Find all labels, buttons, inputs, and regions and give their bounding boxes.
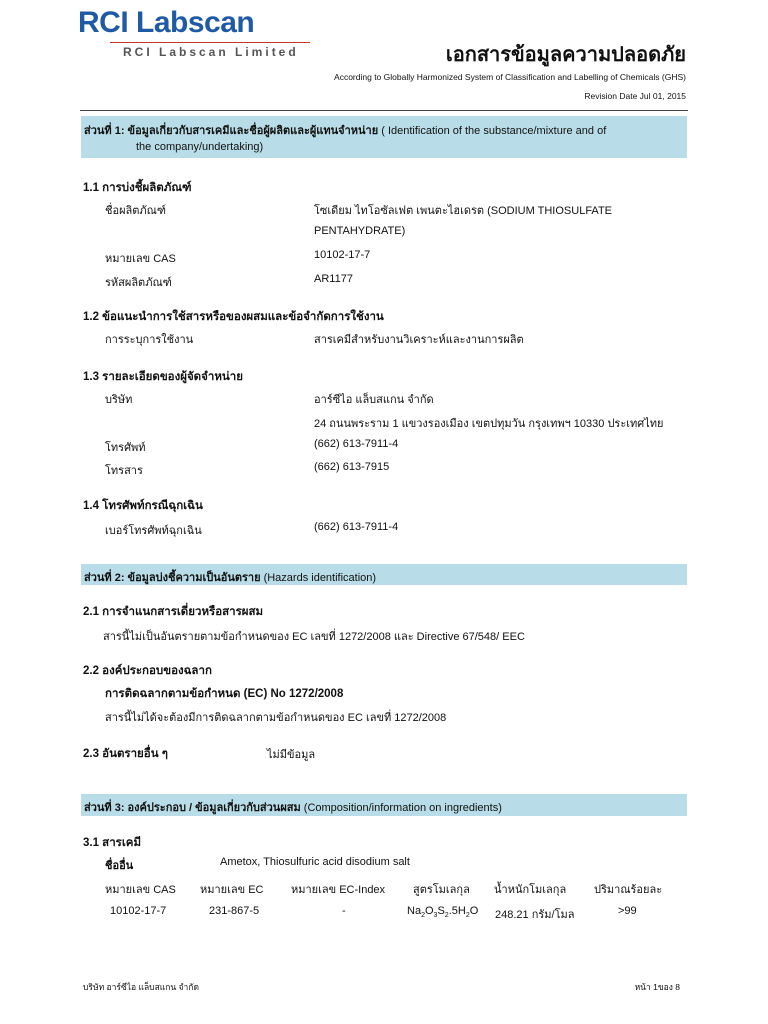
col-cas: หมายเลข CAS [105,884,176,896]
heading-1-1: 1.1 การบ่งชี้ผลิตภัณฑ์ [83,182,192,194]
product-name-label: ชื่อผลิตภัณฑ์ [105,205,166,217]
labelling-subheading: การติดฉลากตามข้อกำหนด (EC) No 1272/2008 [105,688,344,700]
company-logo-subtitle: RCI Labscan Limited [123,45,299,59]
use-value: สารเคมีสำหรับงานวิเคราะห์และงานการผลิต [314,334,524,346]
heading-1-3: 1.3 รายละเอียดของผู้จัดจำหน่าย [83,371,243,383]
company-address: 24 ถนนพระราม 1 แขวงรองเมือง เขตปทุมวัน กรุงเทพฯ 10330 ประเทศไทย [314,418,664,430]
heading-2-3: 2.3 อันตรายอื่น ๆ [83,748,168,760]
emergency-value: (662) 613-7911-4 [314,521,399,533]
product-name-value-2: PENTAHYDRATE) [314,225,406,237]
use-label: การระบุการใช้งาน [105,334,194,346]
header-divider [80,110,688,111]
row-cas: 10102-17-7 [110,905,167,917]
ghs-note: According to Globally Harmonized System of Classification and Labelling of Chemicals (GHS) [334,72,686,82]
section-2-title-en: (Hazards identification) [260,572,377,584]
row-mw: 248.21 กรัม/โมล [495,909,575,921]
heading-2-1: 2.1 การจำแนกสารเดี่ยวหรือสารผสม [83,606,264,618]
footer-page-number: หน้า 1ของ 8 [634,982,680,992]
cas-label: หมายเลข CAS [105,253,176,265]
heading-1-2: 1.2 ข้อแนะนำการใช้สารหรือของผสมและข้อจำกัดการใช้งาน [83,311,384,323]
phone-label: โทรศัพท์ [105,442,146,454]
revision-date: Revision Date Jul 01, 2015 [584,91,686,101]
section-1-header [81,116,687,158]
logo-underline [110,42,310,43]
section-2-title: ส่วนที่ 2: ข้อมูลบ่งชี้ความเป็นอันตราย [84,572,261,584]
heading-2-2: 2.2 องค์ประกอบของฉลาก [83,665,212,677]
heading-1-4: 1.4 โทรศัพท์กรณีฉุกเฉิน [83,500,203,512]
company-value: อาร์ซีไอ แล็บสแกน จำกัด [314,394,434,406]
section-1-title: ส่วนที่ 1: ข้อมูลเกี่ยวกับสารเคมีและชื่อผู้ผลิตและผู้แทนจำหน่าย [84,125,379,137]
section-2-header [81,564,687,585]
row-percent: >99 [618,905,637,917]
classification-text: สารนี้ไม่เป็นอันตรายตามข้อกำหนดของ EC เลขที่ 1272/2008 และ Directive 67/548/ EEC [103,631,525,643]
product-code-value: AR1177 [314,273,353,285]
row-formula: $Na_2O_3S_2.5H_2O$ [407,905,479,920]
phone-value: (662) 613-7911-4 [314,438,399,450]
col-percent: ปริมาณร้อยละ [594,884,663,896]
emergency-label: เบอร์โทรศัพท์ฉุกเฉิน [105,525,202,537]
col-ec: หมายเลข EC [200,884,264,896]
col-mw: น้ำหนักโมเลกุล [494,884,567,896]
company-logo: RCI Labscan [78,6,255,39]
section-3-header [81,794,687,816]
other-names-label: ชื่ออื่น [105,860,134,872]
section-3-title: ส่วนที่ 3: องค์ประกอบ / ข้อมูลเกี่ยวกับส่วนผสม [84,802,301,814]
company-label: บริษัท [105,394,133,406]
footer-company: บริษัท อาร์ซีไอ แล็บสแกน จำกัด [83,982,199,992]
cas-value: 10102-17-7 [314,249,371,261]
other-names-value: Ametox, Thiosulfuric acid disodium salt [220,856,410,868]
document-title: เอกสารข้อมูลความปลอดภัย [445,44,686,66]
row-ec-index: - [342,905,346,917]
fax-value: (662) 613-7915 [314,461,390,473]
col-ec-index: หมายเลข EC-Index [291,884,386,896]
section-1-title-en: ( Identification of the substance/mixture and of [378,125,607,137]
row-ec: 231-867-5 [209,905,260,917]
section-3-title-en: (Composition/information on ingredients) [300,802,502,814]
product-name-value: โซเดียม ไทโอซัลเฟต เพนตะไฮเดรต (SODIUM THIOSULFATE [314,205,613,217]
other-hazards-value: ไม่มีข้อมูล [267,749,316,761]
product-code-label: รหัสผลิตภัณฑ์ [105,277,172,289]
heading-3-1: 3.1 สารเคมี [83,837,142,849]
col-formula: สูตรโมเลกุล [413,884,470,896]
fax-label: โทรสาร [105,465,143,477]
labelling-text: สารนี้ไม่ได้จะต้องมีการติดฉลากตามข้อกำหนดของ EC เลขที่ 1272/2008 [105,712,447,724]
section-1-title-line2: the company/undertaking) [136,141,264,153]
